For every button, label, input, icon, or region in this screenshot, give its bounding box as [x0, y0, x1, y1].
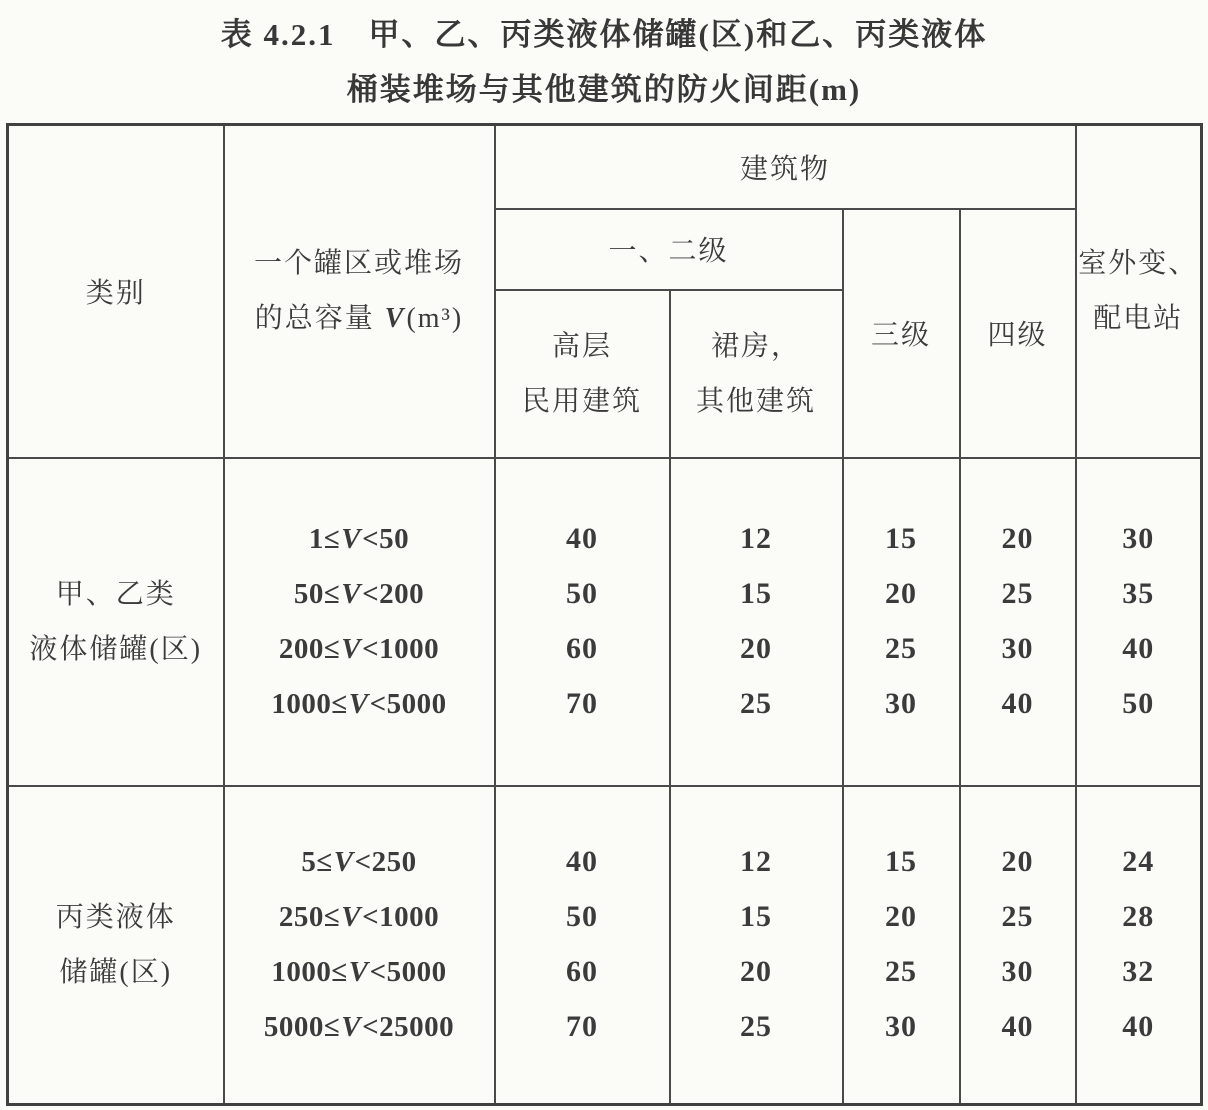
cell-value: 70 — [566, 1010, 598, 1044]
capacity-range — [225, 512, 494, 567]
range-hi: <5000 — [369, 687, 447, 720]
cell-group2-substation — [1076, 786, 1202, 1105]
cell-group2-capacity-ranges — [224, 786, 495, 1105]
range-var: V — [341, 632, 362, 665]
cell-value: 40 — [566, 522, 598, 555]
range-lo: 200≤ — [278, 632, 341, 665]
header-podium-line1: 裙房， — [710, 330, 801, 362]
header-highrise-line2: 民用建筑 — [521, 385, 642, 417]
cell-value: 70 — [566, 687, 598, 720]
cell-value: 50 — [1122, 687, 1155, 720]
range-lo: 1≤ — [308, 522, 341, 555]
range-lo: 5000≤ — [263, 1010, 341, 1043]
range-var: V — [333, 845, 354, 878]
cell-value: 25 — [740, 1010, 772, 1044]
cell-group1-grade3 — [843, 458, 960, 786]
cell-group2-podium — [670, 786, 843, 1105]
capacity-range — [225, 567, 494, 622]
cell-group1-podium — [670, 458, 843, 786]
range-hi: <5000 — [369, 955, 447, 988]
capacity-range — [225, 1000, 494, 1055]
cell-value: 30 — [1001, 632, 1034, 665]
cell-group2-category — [8, 786, 224, 1105]
cell-group1-category — [8, 458, 224, 786]
cell-value: 15 — [740, 900, 772, 934]
range-lo: 1000≤ — [271, 687, 348, 720]
cell-group2-grade4 — [960, 786, 1076, 1105]
cell-value: 50 — [566, 900, 598, 934]
range-lo: 1000≤ — [271, 955, 348, 988]
page-title-line1: 表 4.2.1 甲、乙、丙类液体储罐(区)和乙、丙类液体 — [220, 17, 988, 52]
cell-value: 24 — [1122, 845, 1155, 879]
cell-value: 40 — [566, 845, 598, 879]
range-var: V — [348, 687, 369, 720]
cell-value: 25 — [1001, 577, 1034, 610]
header-capacity-line2 — [225, 291, 494, 346]
range-hi: <1000 — [362, 900, 440, 933]
cell-value: 20 — [885, 577, 917, 610]
group1-category-line2: 液体储罐(区) — [29, 633, 203, 665]
cell-value: 30 — [1001, 955, 1034, 989]
cell-value: 25 — [885, 632, 917, 665]
group2-category-line1: 丙类液体 — [55, 901, 176, 933]
cell-value: 35 — [1122, 577, 1155, 610]
cell-value: 20 — [1001, 845, 1034, 879]
range-lo: 50≤ — [293, 577, 341, 610]
capacity-range — [225, 622, 494, 677]
cell-value: 30 — [1122, 522, 1155, 555]
header-highrise-civil — [495, 290, 670, 458]
header-buildings: 建筑物 — [495, 125, 1076, 209]
cell-value: 25 — [740, 687, 772, 720]
header-substation-line2: 配电站 — [1093, 303, 1184, 335]
header-highrise-line1: 高层 — [551, 330, 612, 362]
cell-value: 30 — [885, 1010, 917, 1044]
cell-value: 40 — [1001, 1010, 1034, 1044]
range-hi: <25000 — [362, 1010, 455, 1043]
header-capacity — [224, 125, 495, 458]
cell-value: 20 — [740, 632, 772, 665]
cell-value: 25 — [885, 955, 917, 989]
header-capacity-line1: 一个罐区或堆场 — [253, 248, 464, 280]
header-substation-line1: 室外变、 — [1078, 248, 1199, 280]
cell-group2-grade3 — [843, 786, 960, 1105]
capacity-range — [225, 677, 494, 732]
capacity-range — [225, 835, 494, 890]
header-grade-3: 三级 — [843, 209, 960, 458]
header-grade-1-2: 一、二级 — [495, 209, 843, 290]
cell-value: 60 — [566, 955, 598, 989]
cell-group1-grade4 — [960, 458, 1076, 786]
cell-value: 12 — [740, 522, 772, 555]
range-var: V — [341, 1010, 362, 1043]
cell-value: 15 — [740, 577, 772, 610]
header-outdoor-substation — [1076, 125, 1202, 458]
capacity-range — [225, 890, 494, 945]
cell-value: 20 — [740, 955, 772, 989]
capacity-range — [225, 945, 494, 1000]
group1-category-line1: 甲、乙类 — [55, 578, 176, 610]
cell-value: 15 — [885, 522, 917, 555]
table-row-group-jia-yi — [8, 458, 1202, 786]
cell-value: 60 — [566, 632, 598, 665]
header-grade-4: 四级 — [960, 209, 1076, 458]
range-var: V — [341, 522, 362, 555]
cell-group2-highrise — [495, 786, 670, 1105]
range-hi: <50 — [362, 522, 410, 555]
cell-value: 28 — [1122, 900, 1155, 934]
cell-value: 20 — [1001, 522, 1034, 555]
range-var: V — [348, 955, 369, 988]
page-title — [0, 7, 1208, 117]
cell-value: 40 — [1001, 687, 1034, 720]
header-category: 类别 — [8, 125, 224, 458]
capacity-unit: (m³) — [406, 303, 464, 335]
capacity-prefix: 的总容量 — [254, 303, 384, 335]
range-hi: <250 — [354, 845, 417, 878]
header-podium-other — [670, 290, 843, 458]
cell-value: 25 — [1001, 900, 1034, 934]
range-lo: 250≤ — [278, 900, 341, 933]
cell-value: 50 — [566, 577, 598, 610]
cell-value: 20 — [885, 900, 917, 934]
range-var: V — [341, 577, 362, 610]
range-var: V — [341, 900, 362, 933]
cell-value: 40 — [1122, 632, 1155, 665]
cell-group1-capacity-ranges — [224, 458, 495, 786]
range-hi: <1000 — [362, 632, 440, 665]
page-title-line2: 桶装堆场与其他建筑的防火间距(m) — [346, 72, 862, 107]
cell-group1-highrise — [495, 458, 670, 786]
cell-value: 30 — [885, 687, 917, 720]
cell-value: 15 — [885, 845, 917, 879]
capacity-variable-v: V — [384, 303, 406, 335]
range-lo: 5≤ — [301, 845, 333, 878]
table-row-group-bing — [8, 786, 1202, 1105]
fire-separation-distance-table — [6, 123, 1203, 1106]
group2-category-line2: 储罐(区) — [59, 956, 173, 988]
range-hi: <200 — [362, 577, 425, 610]
cell-group1-substation — [1076, 458, 1202, 786]
cell-value: 12 — [740, 845, 772, 879]
header-podium-line2: 其他建筑 — [695, 385, 816, 417]
cell-value: 32 — [1122, 955, 1155, 989]
cell-value: 40 — [1122, 1010, 1155, 1044]
